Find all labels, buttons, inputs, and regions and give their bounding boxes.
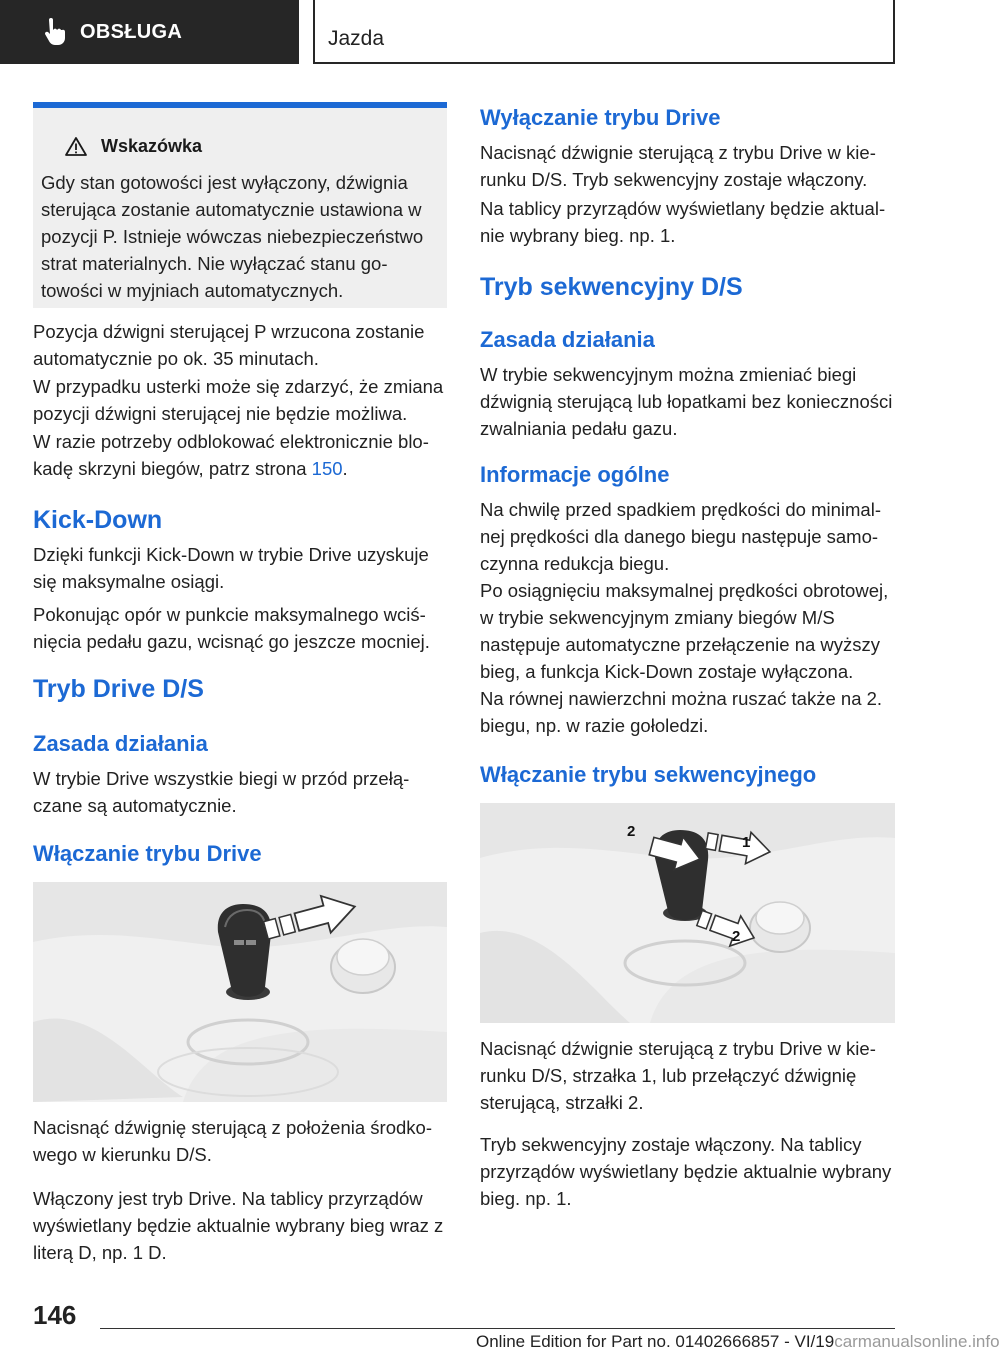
heading-enable-sequential: Włączanie trybu sekwencyjnego <box>480 762 817 787</box>
chapter-title: Jazda <box>313 0 895 64</box>
gear-lever-sequential-illustration <box>480 803 895 1023</box>
arrow-label-2-bottom: 2 <box>732 928 741 945</box>
caption-seq-1: Nacisnąć dźwignie sterującą z trybu Drive w kierunku D/S, strzałka 1, lub przełączyć dźwignię sterującą, strzałki 2. <box>480 1038 876 1113</box>
pointing-hand-icon <box>42 18 66 46</box>
paragraph-p-auto: Pozycja dźwigni sterującej P wrzucona zostanie automatycznie po ok. 35 minutach. <box>33 321 425 369</box>
footer-edition: Online Edition for Part no. 01402666857 - VI/19carmanualsonline.info <box>476 1332 1000 1351</box>
header-section-tab <box>0 0 299 64</box>
heading-principle: Zasada działania <box>33 731 208 756</box>
heading-drive-mode: Tryb Drive D/S <box>33 675 204 703</box>
heading-general-info: Informacje ogólne <box>480 462 670 487</box>
gear-lever-drive-illustration <box>33 882 447 1102</box>
warning-text: Gdy stan gotowości jest wyłączony, dźwignia sterująca zostanie automatycznie ustawiona w pozycji P. Istnieje wówczas niebezpieczeństwo strat materialnych. Nie wyłączać stanu gotowości w myjniach automatycznych. <box>41 172 424 301</box>
caption-drive-2: Włączony jest tryb Drive. Na tablicy przyrządów wyświetlany będzie aktualnie wybrany bieg wraz z literą D, np. 1 D. <box>33 1188 444 1263</box>
arrow-label-2-top: 2 <box>627 823 636 840</box>
section-label: OBSŁUGA <box>80 20 183 43</box>
paragraph-principle: W trybie Drive wszystkie biegi w przód przełączane są automatycznie. <box>33 768 410 816</box>
paragraph-disable-1: Nacisnąć dźwignie sterującą z trybu Drive w kierunku D/S. Tryb sekwencyjny zostaje włączony. <box>480 142 876 190</box>
watermark: carmanualsonline.info <box>834 1332 1000 1351</box>
paragraph-disable-2: Na tablicy przyrządów wyświetlany będzie aktualnie wybrany bieg. np. 1. <box>480 198 886 246</box>
heading-kickdown: Kick-Down <box>33 506 163 534</box>
warning-box <box>33 102 447 308</box>
paragraph-unlock: W razie potrzeby odblokować elektronicznie blokadę skrzyni biegów, patrz strona 150. <box>33 431 429 479</box>
heading-enable-drive: Włączanie trybu Drive <box>33 841 262 866</box>
warning-triangle-icon <box>65 137 87 156</box>
paragraph-general-1: Na chwilę przed spadkiem prędkości do minimalnej prędkości dla danego biegu następuje samoczynna redukcja biegu. <box>480 499 882 574</box>
arrow-label-1: 1 <box>742 834 751 851</box>
footer-divider <box>100 1328 895 1329</box>
heading-seq-principle: Zasada działania <box>480 327 655 352</box>
paragraph-general-2: Po osiągnięciu maksymalnej prędkości obrotowej, w trybie sekwencyjnym zmiany biegów M/S następuje automatyczne przełączenie na wyższy bieg, a funkcja Kick-Down zostaje wyłączona. <box>480 580 889 682</box>
page-link[interactable]: 150 <box>311 458 343 479</box>
paragraph-kickdown-1: Dzięki funkcji Kick-Down w trybie Drive uzyskuje się maksymalne osiągi. <box>33 544 429 592</box>
paragraph-general-3: Na równej nawierzchni można ruszać także na 2. biegu, np. w razie gołoledzi. <box>480 688 883 736</box>
warning-title: Wskazówka <box>101 136 203 156</box>
page-number: 146 <box>33 1300 77 1330</box>
heading-sequential-mode: Tryb sekwencyjny D/S <box>480 273 743 301</box>
caption-drive-1: Nacisnąć dźwignię sterującą z położenia środkowego w kierunku D/S. <box>33 1117 432 1165</box>
paragraph-fault: W przypadku usterki może się zdarzyć, że zmiana pozycji dźwigni sterującej nie będzie możliwa. <box>33 376 444 424</box>
paragraph-kickdown-2: Pokonując opór w punkcie maksymalnego wciśnięcia pedału gazu, wcisnąć go jeszcze mocniej. <box>33 604 430 652</box>
caption-seq-2: Tryb sekwencyjny zostaje włączony. Na tablicy przyrządów wyświetlany będzie aktualnie wybrany bieg. np. 1. <box>480 1134 892 1209</box>
paragraph-seq-principle: W trybie sekwencyjnym można zmieniać biegi dźwignią sterującą lub łopatkami bez konieczności zwalniania pedału gazu. <box>480 364 893 439</box>
heading-disable-drive: Wyłączanie trybu Drive <box>480 105 721 130</box>
